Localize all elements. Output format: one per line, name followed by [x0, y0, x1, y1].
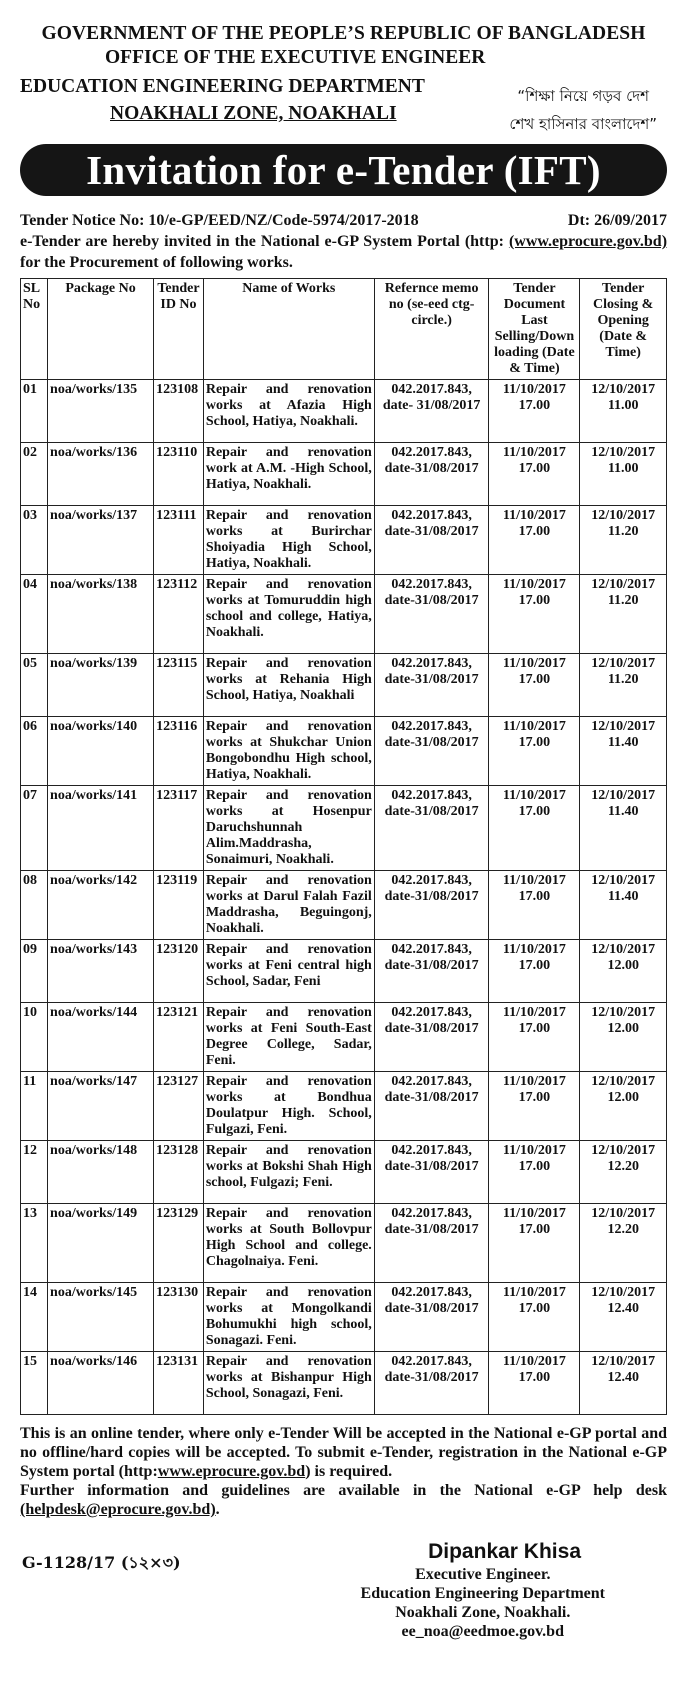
row-closing-date-time — [580, 654, 667, 717]
cell-package: noa/works/143 — [50, 942, 138, 957]
footer — [20, 1424, 667, 1519]
cell-package: noa/works/141 — [50, 788, 138, 803]
row-sl — [21, 506, 48, 575]
cell-work: Repair and renovation works at Rehania High School, Hatiya, Noakhali — [205, 656, 372, 703]
row-package — [48, 717, 154, 786]
row-doc-date-time — [489, 1003, 580, 1072]
cell-memo: 042.2017.843, date- 31/08/2017 — [382, 382, 481, 413]
cell-sl: 08 — [23, 873, 37, 888]
row-sl — [21, 1204, 48, 1283]
cell-memo: 042.2017.843, date-31/08/2017 — [384, 445, 479, 476]
cell-doc-time: 17.00 — [518, 524, 551, 539]
works-table — [20, 278, 667, 1415]
row-sl — [21, 1141, 48, 1204]
cell-sl: 03 — [23, 508, 37, 523]
cell-close-time: 11.20 — [607, 593, 639, 608]
row-sl — [21, 717, 48, 786]
cell-work: Repair and renovation works at Bondhua Doulatpur High. School, Fulgazi, Feni. — [205, 1074, 372, 1137]
cell-close-time: 12.20 — [607, 1222, 639, 1237]
cell-doc-date: 11/10/2017 — [502, 508, 566, 523]
row-closing-date-time — [580, 1141, 667, 1204]
row-closing-date-time — [580, 443, 667, 506]
row-sl — [21, 786, 48, 871]
row-tender-id — [154, 1204, 204, 1283]
cell-sl: 12 — [23, 1143, 37, 1158]
table-row — [21, 1141, 667, 1204]
cell-doc-time: 17.00 — [518, 1370, 551, 1385]
row-memo — [374, 940, 489, 1003]
cell-doc-time: 17.00 — [518, 1159, 551, 1174]
row-closing-date-time — [580, 871, 667, 940]
table-row — [21, 717, 667, 786]
cell-package: noa/works/146 — [50, 1354, 138, 1369]
cell-doc-time: 17.00 — [518, 398, 551, 413]
row-package — [48, 1283, 154, 1352]
row-doc-date-time — [489, 871, 580, 940]
col-closing: Tender Closing & Opening (Date & Time) — [580, 279, 667, 380]
row-doc-date-time — [489, 786, 580, 871]
intro-text: e-Tender are hereby invited in the National e-GP System Portal (http: — [20, 233, 504, 250]
cell-doc-date: 11/10/2017 — [502, 788, 566, 803]
cell-package: noa/works/139 — [50, 656, 138, 671]
cell-doc-date: 11/10/2017 — [502, 719, 566, 734]
cell-work: Repair and renovation works at Feni South-East Degree College, Sadar, Feni. — [205, 1005, 372, 1068]
row-sl — [21, 940, 48, 1003]
cell-close-time: 12.40 — [607, 1301, 639, 1316]
cell-close-date: 12/10/2017 — [591, 445, 656, 460]
cell-memo: 042.2017.843, date-31/08/2017 — [384, 656, 479, 687]
cell-doc-date: 11/10/2017 — [502, 1143, 566, 1158]
table-row — [21, 443, 667, 506]
row-memo — [374, 1204, 489, 1283]
cell-doc-time: 17.00 — [518, 1222, 551, 1237]
row-closing-date-time — [580, 1072, 667, 1141]
cell-doc-date: 11/10/2017 — [502, 942, 566, 957]
cell-id: 123120 — [156, 942, 199, 957]
cell-close-time: 12.00 — [607, 958, 639, 973]
cell-sl: 09 — [23, 942, 37, 957]
row-sl — [21, 575, 48, 654]
table-row — [21, 940, 667, 1003]
row-tender-id — [154, 871, 204, 940]
cell-doc-date: 11/10/2017 — [502, 873, 566, 888]
row-closing-date-time — [580, 717, 667, 786]
cell-work: Repair and renovation works at Hosenpur Daruchshunnah Alim.Maddrasha, Sonaimuri, Noakhali. — [205, 788, 372, 867]
cell-sl: 10 — [23, 1005, 37, 1020]
row-doc-date-time — [489, 654, 580, 717]
cell-memo: 042.2017.843, date-31/08/2017 — [384, 788, 479, 819]
table-row — [21, 1003, 667, 1072]
cell-doc-date: 11/10/2017 — [502, 1074, 566, 1089]
table-row — [21, 1352, 667, 1415]
footer-text: This is an online tender, where only e-Tender Will be accepted in the National e-GP portal and no offline/hard copies will be accepted. To submit e-Tender, registration in the National e-GP System portal (http: — [20, 1425, 667, 1480]
row-tender-id — [154, 575, 204, 654]
helpdesk-email[interactable]: (helpdesk@eprocure.gov.bd) — [20, 1501, 216, 1518]
cell-work: Repair and renovation works at South Bollovpur High School and college. Chagolnaiya. Feni. — [205, 1206, 372, 1269]
table-row — [21, 575, 667, 654]
signatory-email[interactable]: ee_noa@eedmoe.gov.bd — [401, 1623, 564, 1640]
footer-para-1 — [20, 1424, 667, 1481]
cell-close-time: 12.00 — [607, 1090, 639, 1105]
row-tender-id — [154, 786, 204, 871]
department-title: EDUCATION ENGINEERING DEPARTMENT — [20, 76, 425, 97]
row-work-name — [203, 654, 374, 717]
cell-package: noa/works/137 — [50, 508, 138, 523]
row-package — [48, 786, 154, 871]
intro-text-end: for the Procurement of following works. — [20, 254, 293, 271]
cell-id: 123116 — [156, 719, 198, 734]
cell-id: 123121 — [156, 1005, 199, 1020]
row-work-name — [203, 786, 374, 871]
slogan-line-2: শেখ হাসিনার বাংলাদেশ” — [509, 115, 657, 133]
row-tender-id — [154, 940, 204, 1003]
row-work-name — [203, 717, 374, 786]
row-sl — [21, 1283, 48, 1352]
cell-close-time: 12.20 — [607, 1159, 639, 1174]
row-memo — [374, 1072, 489, 1141]
row-sl — [21, 1352, 48, 1415]
cell-doc-time: 17.00 — [518, 889, 551, 904]
cell-close-date: 12/10/2017 — [591, 873, 656, 888]
cell-id: 123129 — [156, 1206, 199, 1221]
cell-memo: 042.2017.843, date-31/08/2017 — [384, 1143, 479, 1174]
row-sl — [21, 871, 48, 940]
cell-close-time: 11.20 — [607, 524, 639, 539]
cell-doc-time: 17.00 — [518, 804, 551, 819]
table-header-row — [21, 279, 667, 380]
row-work-name — [203, 1352, 374, 1415]
cell-package: noa/works/147 — [50, 1074, 138, 1089]
cell-close-date: 12/10/2017 — [591, 942, 656, 957]
row-doc-date-time — [489, 380, 580, 443]
row-memo — [374, 506, 489, 575]
row-package — [48, 380, 154, 443]
cell-memo: 042.2017.843, date-31/08/2017 — [384, 508, 479, 539]
row-memo — [374, 786, 489, 871]
row-memo — [374, 654, 489, 717]
table-row — [21, 1283, 667, 1352]
cell-memo: 042.2017.843, date-31/08/2017 — [384, 719, 479, 750]
portal-link-2[interactable]: www.eprocure.gov.bd — [157, 1463, 306, 1480]
cell-memo: 042.2017.843, date-31/08/2017 — [384, 577, 479, 608]
row-work-name — [203, 1204, 374, 1283]
row-tender-id — [154, 443, 204, 506]
row-tender-id — [154, 1352, 204, 1415]
cell-close-date: 12/10/2017 — [591, 508, 656, 523]
cell-doc-date: 11/10/2017 — [502, 382, 566, 397]
row-work-name — [203, 940, 374, 1003]
cell-work: Repair and renovation works at Bokshi Shah High school, Fulgazi; Feni. — [205, 1143, 372, 1190]
row-package — [48, 654, 154, 717]
row-memo — [374, 1352, 489, 1415]
row-work-name — [203, 1141, 374, 1204]
row-package — [48, 1141, 154, 1204]
cell-doc-date: 11/10/2017 — [502, 1354, 566, 1369]
cell-doc-time: 17.00 — [518, 958, 551, 973]
cell-id: 123108 — [156, 382, 199, 397]
cell-memo: 042.2017.843, date-31/08/2017 — [384, 942, 479, 973]
col-memo: Refernce memo no (se-eed ctg-circle.) — [374, 279, 489, 380]
row-work-name — [203, 575, 374, 654]
cell-close-date: 12/10/2017 — [591, 719, 656, 734]
row-sl — [21, 1003, 48, 1072]
cell-memo: 042.2017.843, date-31/08/2017 — [384, 1285, 479, 1316]
cell-close-date: 12/10/2017 — [591, 1354, 656, 1369]
cell-doc-date: 11/10/2017 — [502, 577, 566, 592]
row-tender-id — [154, 380, 204, 443]
cell-close-date: 12/10/2017 — [591, 1285, 656, 1300]
cell-doc-time: 17.00 — [518, 461, 551, 476]
cell-sl: 15 — [23, 1354, 37, 1369]
cell-doc-date: 11/10/2017 — [502, 656, 566, 671]
row-work-name — [203, 1072, 374, 1141]
row-closing-date-time — [580, 506, 667, 575]
cell-id: 123112 — [156, 577, 198, 592]
cell-package: noa/works/145 — [50, 1285, 138, 1300]
cell-close-date: 12/10/2017 — [591, 1143, 656, 1158]
cell-work: Repair and renovation works at Darul Falah Fazil Maddrasha, Beguingonj, Noakhali. — [205, 873, 372, 936]
row-package — [48, 443, 154, 506]
table-body — [21, 380, 667, 1415]
cell-doc-time: 17.00 — [518, 1090, 551, 1105]
row-doc-date-time — [489, 1204, 580, 1283]
footer-para-2 — [20, 1481, 667, 1519]
row-sl — [21, 380, 48, 443]
cell-memo: 042.2017.843, date-31/08/2017 — [384, 1206, 479, 1237]
cell-work: Repair and renovation works at Shukchar Union Bongobondhu High school, Hatiya, Noakhali. — [205, 719, 372, 782]
cell-id: 123117 — [156, 788, 198, 803]
cell-package: noa/works/142 — [50, 873, 138, 888]
cell-close-date: 12/10/2017 — [591, 1206, 656, 1221]
cell-sl: 14 — [23, 1285, 37, 1300]
cell-close-time: 11.40 — [607, 889, 639, 904]
cell-id: 123130 — [156, 1285, 199, 1300]
cell-doc-time: 17.00 — [518, 593, 551, 608]
cell-memo: 042.2017.843, date-31/08/2017 — [384, 1074, 479, 1105]
table-row — [21, 1204, 667, 1283]
row-memo — [374, 443, 489, 506]
signatory-zone: Noakhali Zone, Noakhali. — [395, 1604, 571, 1621]
intro — [20, 210, 667, 273]
notice-date: Dt: 26/09/2017 — [567, 212, 667, 229]
row-closing-date-time — [580, 575, 667, 654]
govt-title: GOVERNMENT OF THE PEOPLE’S REPUBLIC OF BANGLADESH — [41, 23, 646, 44]
cell-memo: 042.2017.843, date-31/08/2017 — [384, 873, 479, 904]
row-package — [48, 1003, 154, 1072]
cell-work: Repair and renovation works at Feni central high School, Sadar, Feni — [205, 942, 372, 989]
cell-sl: 06 — [23, 719, 37, 734]
cell-package: noa/works/144 — [50, 1005, 138, 1020]
cell-close-time: 11.20 — [607, 672, 639, 687]
footer-help-text: Further information and guidelines are available in the National e-GP help desk — [20, 1482, 667, 1499]
slogan — [509, 82, 657, 138]
cell-close-date: 12/10/2017 — [591, 382, 656, 397]
row-package — [48, 940, 154, 1003]
slogan-line-1: “শিক্ষা নিয়ে গড়ব দেশ — [517, 87, 649, 105]
row-memo — [374, 1283, 489, 1352]
cell-work: Repair and renovation works at Burirchar Shoiyadia High School, Hatiya, Noakhali. — [205, 508, 372, 571]
cell-id: 123119 — [156, 873, 198, 888]
ift-banner: Invitation for e-Tender (IFT) — [20, 144, 667, 196]
cell-sl: 13 — [23, 1206, 37, 1221]
table-row — [21, 786, 667, 871]
cell-doc-time: 17.00 — [518, 1301, 551, 1316]
row-memo — [374, 380, 489, 443]
row-work-name — [203, 1003, 374, 1072]
row-doc-date-time — [489, 1141, 580, 1204]
cell-close-date: 12/10/2017 — [591, 1005, 656, 1020]
cell-doc-date: 11/10/2017 — [502, 1285, 566, 1300]
row-package — [48, 1352, 154, 1415]
row-tender-id — [154, 1141, 204, 1204]
portal-link[interactable]: (www.eprocure.gov.bd) — [508, 233, 668, 250]
table-row — [21, 654, 667, 717]
cell-close-time: 11.00 — [607, 461, 639, 476]
cell-package: noa/works/135 — [50, 382, 138, 397]
zone-title: NOAKHALI ZONE, NOAKHALI — [110, 103, 397, 124]
cell-memo: 042.2017.843, date-31/08/2017 — [384, 1005, 479, 1036]
row-package — [48, 506, 154, 575]
cell-work: Repair and renovation works at Bishanpur High School, Sonagazi, Feni. — [205, 1354, 372, 1401]
row-sl — [21, 1072, 48, 1141]
row-memo — [374, 1003, 489, 1072]
row-closing-date-time — [580, 786, 667, 871]
col-doc-selling: Tender Document Last Selling/Down loading (Date & Time) — [489, 279, 580, 380]
row-doc-date-time — [489, 1283, 580, 1352]
signatory-name: Dipankar Khisa — [428, 1540, 581, 1563]
row-closing-date-time — [580, 1352, 667, 1415]
row-work-name — [203, 506, 374, 575]
row-tender-id — [154, 506, 204, 575]
cell-sl: 04 — [23, 577, 37, 592]
cell-close-time: 11.00 — [607, 398, 639, 413]
row-doc-date-time — [489, 506, 580, 575]
row-closing-date-time — [580, 940, 667, 1003]
office-title: OFFICE OF THE EXECUTIVE ENGINEER — [105, 47, 486, 68]
cell-sl: 07 — [23, 788, 37, 803]
cell-package: noa/works/138 — [50, 577, 138, 592]
cell-id: 123111 — [156, 508, 197, 523]
row-package — [48, 1204, 154, 1283]
cell-doc-date: 11/10/2017 — [502, 1005, 566, 1020]
row-doc-date-time — [489, 1072, 580, 1141]
cell-id: 123128 — [156, 1143, 199, 1158]
cell-sl: 11 — [23, 1074, 37, 1089]
cell-doc-time: 17.00 — [518, 1021, 551, 1036]
row-tender-id — [154, 717, 204, 786]
row-doc-date-time — [489, 443, 580, 506]
row-work-name — [203, 1283, 374, 1352]
cell-work: Repair and renovation works at Tomuruddin high school and college, Hatiya, Noakhali. — [205, 577, 372, 640]
cell-close-time: 12.00 — [607, 1021, 639, 1036]
cell-close-date: 12/10/2017 — [591, 788, 656, 803]
table-row — [21, 506, 667, 575]
row-package — [48, 575, 154, 654]
cell-work: Repair and renovation work at A.M. -High School, Hatiya, Noakhali. — [205, 445, 372, 492]
row-tender-id — [154, 1283, 204, 1352]
notice-code: G-1128/17 (১২×৩) — [22, 1553, 181, 1572]
cell-close-time: 12.40 — [607, 1370, 639, 1385]
cell-id: 123131 — [156, 1354, 199, 1369]
row-sl — [21, 654, 48, 717]
row-tender-id — [154, 654, 204, 717]
row-work-name — [203, 380, 374, 443]
row-work-name — [203, 443, 374, 506]
row-memo — [374, 575, 489, 654]
signatory-dept: Education Engineering Department — [360, 1585, 605, 1602]
row-doc-date-time — [489, 575, 580, 654]
footer-text-end: ) is required. — [305, 1463, 393, 1480]
cell-memo: 042.2017.843, date-31/08/2017 — [384, 1354, 479, 1385]
cell-close-date: 12/10/2017 — [591, 577, 656, 592]
table-row — [21, 1072, 667, 1141]
cell-sl: 02 — [23, 445, 37, 460]
cell-close-time: 11.40 — [607, 804, 639, 819]
cell-package: noa/works/149 — [50, 1206, 138, 1221]
col-package: Package No — [48, 279, 154, 380]
row-tender-id — [154, 1003, 204, 1072]
table-row — [21, 871, 667, 940]
row-closing-date-time — [580, 1003, 667, 1072]
cell-close-date: 12/10/2017 — [591, 656, 656, 671]
header — [20, 22, 667, 140]
cell-doc-time: 17.00 — [518, 672, 551, 687]
signatory-title: Executive Engineer. — [415, 1566, 551, 1583]
col-works: Name of Works — [203, 279, 374, 380]
cell-id: 123127 — [156, 1074, 199, 1089]
row-closing-date-time — [580, 1204, 667, 1283]
cell-sl: 01 — [23, 382, 37, 397]
row-doc-date-time — [489, 1352, 580, 1415]
row-memo — [374, 1141, 489, 1204]
cell-doc-date: 11/10/2017 — [502, 1206, 566, 1221]
cell-doc-time: 17.00 — [518, 735, 551, 750]
footer-help-end: . — [215, 1501, 220, 1518]
cell-id: 123110 — [156, 445, 198, 460]
row-closing-date-time — [580, 380, 667, 443]
row-sl — [21, 443, 48, 506]
table-row — [21, 380, 667, 443]
cell-package: noa/works/148 — [50, 1143, 138, 1158]
cell-id: 123115 — [156, 656, 198, 671]
cell-sl: 05 — [23, 656, 37, 671]
row-package — [48, 1072, 154, 1141]
col-tender-id: Tender ID No — [154, 279, 204, 380]
row-tender-id — [154, 1072, 204, 1141]
row-closing-date-time — [580, 1283, 667, 1352]
row-memo — [374, 871, 489, 940]
cell-doc-date: 11/10/2017 — [502, 445, 566, 460]
row-doc-date-time — [489, 940, 580, 1003]
row-package — [48, 871, 154, 940]
tender-notice-number: Tender Notice No: 10/e-GP/EED/NZ/Code-5974/2017-2018 — [20, 212, 419, 229]
cell-package: noa/works/140 — [50, 719, 138, 734]
cell-close-time: 11.40 — [607, 735, 639, 750]
row-memo — [374, 717, 489, 786]
row-doc-date-time — [489, 717, 580, 786]
cell-close-date: 12/10/2017 — [591, 1074, 656, 1089]
col-sl: SL No — [21, 279, 48, 380]
cell-package: noa/works/136 — [50, 445, 138, 460]
cell-work: Repair and renovation works at Afazia High School, Hatiya, Noakhali. — [205, 382, 372, 429]
cell-work: Repair and renovation works at Mongolkandi Bohumukhi high school, Sonagazi. Feni. — [205, 1285, 372, 1348]
row-work-name — [203, 871, 374, 940]
